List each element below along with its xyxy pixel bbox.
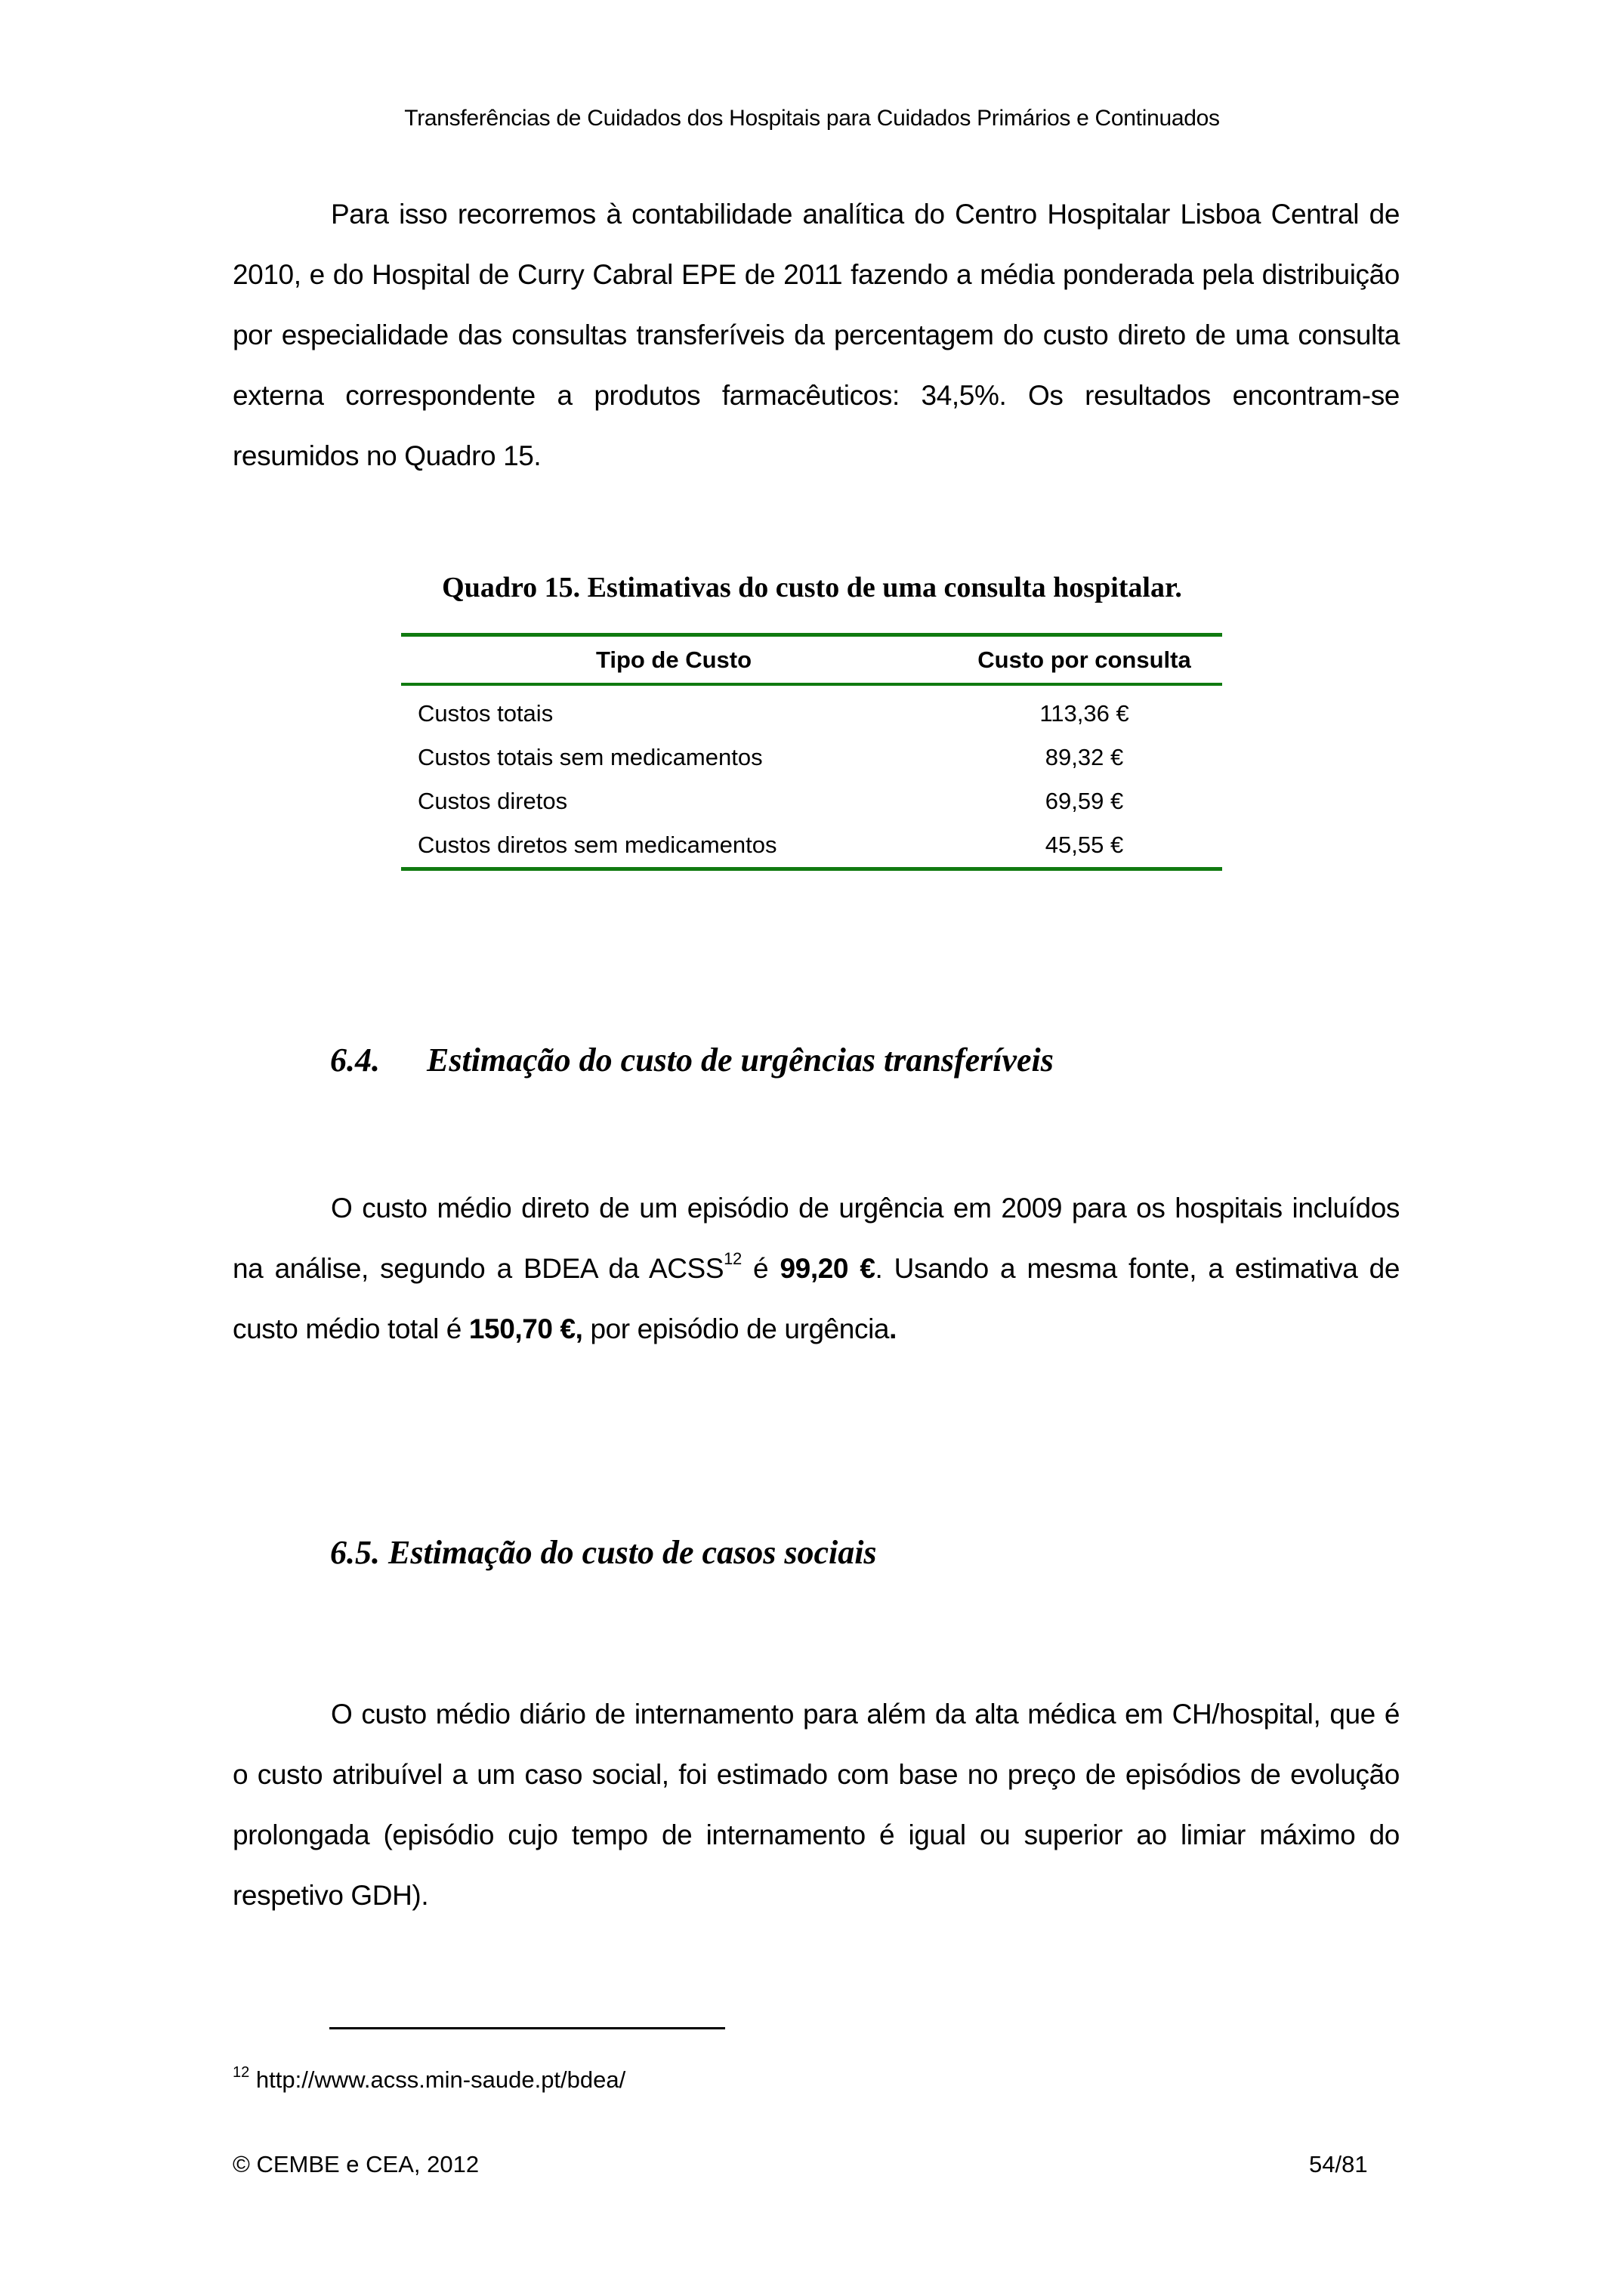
cell-custo: 45,55 € (1045, 832, 1124, 858)
footnote-link[interactable]: http://www.acss.min-saude.pt/bdea/ (255, 2066, 626, 2093)
bold-value-direct-cost: 99,20 € (780, 1253, 875, 1284)
section-title: Estimação do custo de urgências transferíveis (427, 1042, 1054, 1079)
column-header-custo: Custo por consulta (946, 635, 1222, 685)
cell-custo: 69,59 € (1045, 788, 1124, 814)
running-header: Transferências de Cuidados dos Hospitais para Cuidados Primários e Continuados (404, 106, 1220, 131)
footer-copyright: © CEMBE e CEA, 2012 (233, 2151, 480, 2177)
cell-custo: 89,32 € (1045, 744, 1124, 770)
table-caption: Quadro 15. Estimativas do custo de uma consulta hospitalar. (442, 572, 1182, 603)
paragraph-casos-sociais (233, 1684, 1400, 1926)
table-header-row (401, 635, 1222, 685)
section-number: 6.5. (330, 1534, 380, 1571)
table-row (401, 736, 1222, 779)
paragraph-end-period: . (889, 1313, 897, 1344)
footnote-number: 12 (233, 2064, 250, 2081)
footnote-reference[interactable]: 12 (724, 1249, 742, 1268)
section-number: 6.4. (330, 1042, 380, 1079)
section-heading-6-4 (330, 1041, 1054, 1079)
cell-tipo: Custos diretos (418, 788, 568, 814)
paragraph-text: . Usando a mesma fonte, a estimativa de custo médio total é (233, 1253, 1400, 1344)
paragraph-text: O custo médio diário de internamento para além da alta médica em CH/hospital, que é o custo atribuível a um caso social, foi estimado com base no preço de episódios de evolução prolongada (episódio cujo tempo de internamento é igual ou superior ao limiar máximo do respetivo GDH). (233, 1699, 1400, 1911)
bold-value-total-cost: 150,70 €, (468, 1313, 583, 1344)
table-row (401, 779, 1222, 823)
table-row (401, 684, 1222, 736)
cell-custo: 113,36 € (1039, 700, 1129, 727)
column-header-tipo: Tipo de Custo (401, 635, 946, 685)
paragraph-intro-text: Para isso recorremos à contabilidade analítica do Centro Hospitalar Lisboa Central de 2010, e do Hospital de Curry Cabral EPE de 2011 fazendo a média ponderada pela distribuição por especialidade das consultas transferíveis da percentagem do custo direto de uma consulta externa correspondente a produtos farmacêuticos: 34,5%. Os resultados encontram-se resumidos no Quadro 15. (233, 199, 1400, 471)
table-row (401, 823, 1222, 869)
paragraph-text: O custo médio direto de um episódio de urgência em 2009 para os hospitais incluídos na análise, segundo a BDEA da ACSS (233, 1193, 1400, 1284)
paragraph-urgencias (233, 1178, 1400, 1359)
paragraph-intro (233, 184, 1400, 486)
page-number: 54/81 (1309, 2151, 1368, 2177)
cell-tipo: Custos totais sem medicamentos (418, 744, 763, 770)
footnote (233, 2066, 625, 2094)
paragraph-text: por episódio de urgência (582, 1313, 890, 1344)
cell-tipo: Custos totais (418, 700, 554, 727)
section-heading-6-5 (330, 1533, 877, 1572)
paragraph-text: é (741, 1253, 780, 1284)
cell-tipo: Custos diretos sem medicamentos (418, 832, 777, 858)
footnote-separator (329, 2027, 725, 2029)
cost-table (401, 633, 1222, 871)
section-title: Estimação do custo de casos sociais (388, 1534, 877, 1571)
